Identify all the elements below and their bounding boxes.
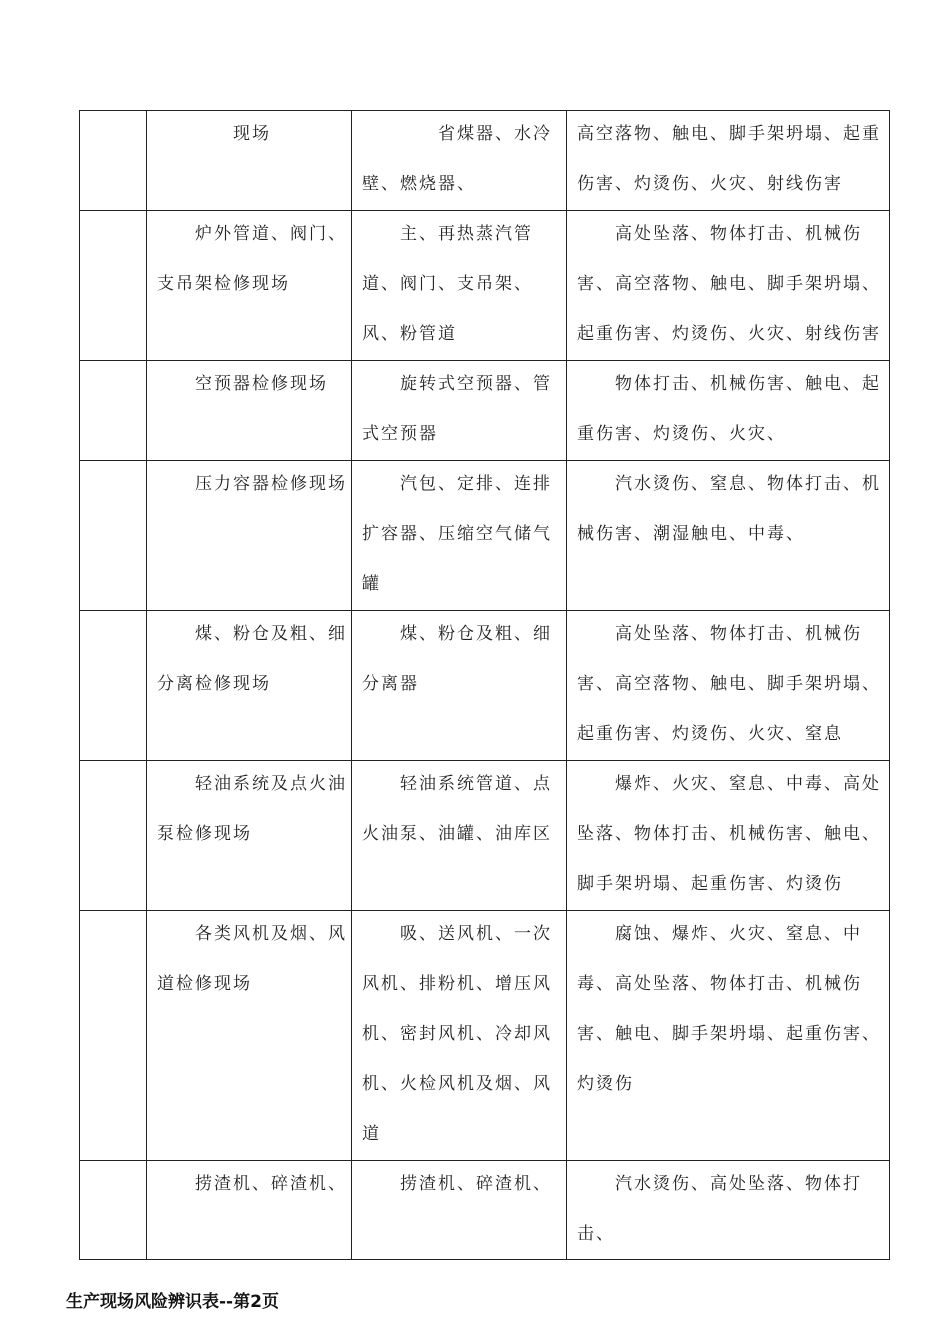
table-cell-risks: 汽水烫伤、高处坠落、物体打击、 bbox=[567, 1161, 890, 1260]
table-cell-equipment: 主、再热蒸汽管道、阀门、支吊架、风、粉管道 bbox=[352, 211, 567, 361]
table-cell-location: 空预器检修现场 bbox=[147, 361, 352, 461]
table-row bbox=[80, 1161, 890, 1260]
table-cell-risks: 爆炸、火灾、窒息、中毒、高处坠落、物体打击、机械伤害、触电、脚手架坍塌、起重伤害、灼烫伤 bbox=[567, 761, 890, 911]
table-cell-equipment: 汽包、定排、连排扩容器、压缩空气储气罐 bbox=[352, 461, 567, 611]
table-cell-blank bbox=[80, 111, 147, 211]
table-cell-blank bbox=[80, 461, 147, 611]
table-cell-equipment: 捞渣机、碎渣机、 bbox=[352, 1161, 567, 1260]
table-cell-location: 各类风机及烟、风道检修现场 bbox=[147, 911, 352, 1161]
table-cell-location: 压力容器检修现场 bbox=[147, 461, 352, 611]
table-cell-blank bbox=[80, 361, 147, 461]
table-cell-risks: 高处坠落、物体打击、机械伤害、高空落物、触电、脚手架坍塌、起重伤害、灼烫伤、火灾、窒息 bbox=[567, 611, 890, 761]
table-cell-location: 捞渣机、碎渣机、 bbox=[147, 1161, 352, 1260]
table-cell-location: 现场 bbox=[147, 111, 352, 211]
table-cell-risks: 高处坠落、物体打击、机械伤害、高空落物、触电、脚手架坍塌、起重伤害、灼烫伤、火灾、射线伤害 bbox=[567, 211, 890, 361]
table-cell-equipment: 轻油系统管道、点火油泵、油罐、油库区 bbox=[352, 761, 567, 911]
table-cell-risks: 高空落物、触电、脚手架坍塌、起重伤害、灼烫伤、火灾、射线伤害 bbox=[567, 111, 890, 211]
page-footer: 生产现场风险辨识表--第2页 bbox=[66, 1292, 279, 1312]
table-cell-equipment: 省煤器、水冷壁、燃烧器、 bbox=[352, 111, 567, 211]
table-row bbox=[80, 461, 890, 611]
table-cell-blank bbox=[80, 1161, 147, 1260]
table-cell-location: 轻油系统及点火油泵检修现场 bbox=[147, 761, 352, 911]
risk-identification-table bbox=[79, 110, 890, 1260]
table-row bbox=[80, 761, 890, 911]
table-row bbox=[80, 361, 890, 461]
table-cell-risks: 物体打击、机械伤害、触电、起重伤害、灼烫伤、火灾、 bbox=[567, 361, 890, 461]
table-cell-location: 煤、粉仓及粗、细分离检修现场 bbox=[147, 611, 352, 761]
table-cell-equipment: 煤、粉仓及粗、细分离器 bbox=[352, 611, 567, 761]
table-cell-location: 炉外管道、阀门、支吊架检修现场 bbox=[147, 211, 352, 361]
table-row bbox=[80, 911, 890, 1161]
table-cell-risks: 汽水烫伤、窒息、物体打击、机械伤害、潮湿触电、中毒、 bbox=[567, 461, 890, 611]
table-cell-blank bbox=[80, 911, 147, 1161]
table-row bbox=[80, 611, 890, 761]
table-cell-blank bbox=[80, 211, 147, 361]
table-row bbox=[80, 211, 890, 361]
table-cell-equipment: 旋转式空预器、管式空预器 bbox=[352, 361, 567, 461]
table-row bbox=[80, 111, 890, 211]
table-cell-equipment: 吸、送风机、一次风机、排粉机、增压风机、密封风机、冷却风机、火检风机及烟、风道 bbox=[352, 911, 567, 1161]
table-cell-blank bbox=[80, 761, 147, 911]
table-cell-blank bbox=[80, 611, 147, 761]
table-cell-risks: 腐蚀、爆炸、火灾、窒息、中毒、高处坠落、物体打击、机械伤害、触电、脚手架坍塌、起重伤害、灼烫伤 bbox=[567, 911, 890, 1161]
